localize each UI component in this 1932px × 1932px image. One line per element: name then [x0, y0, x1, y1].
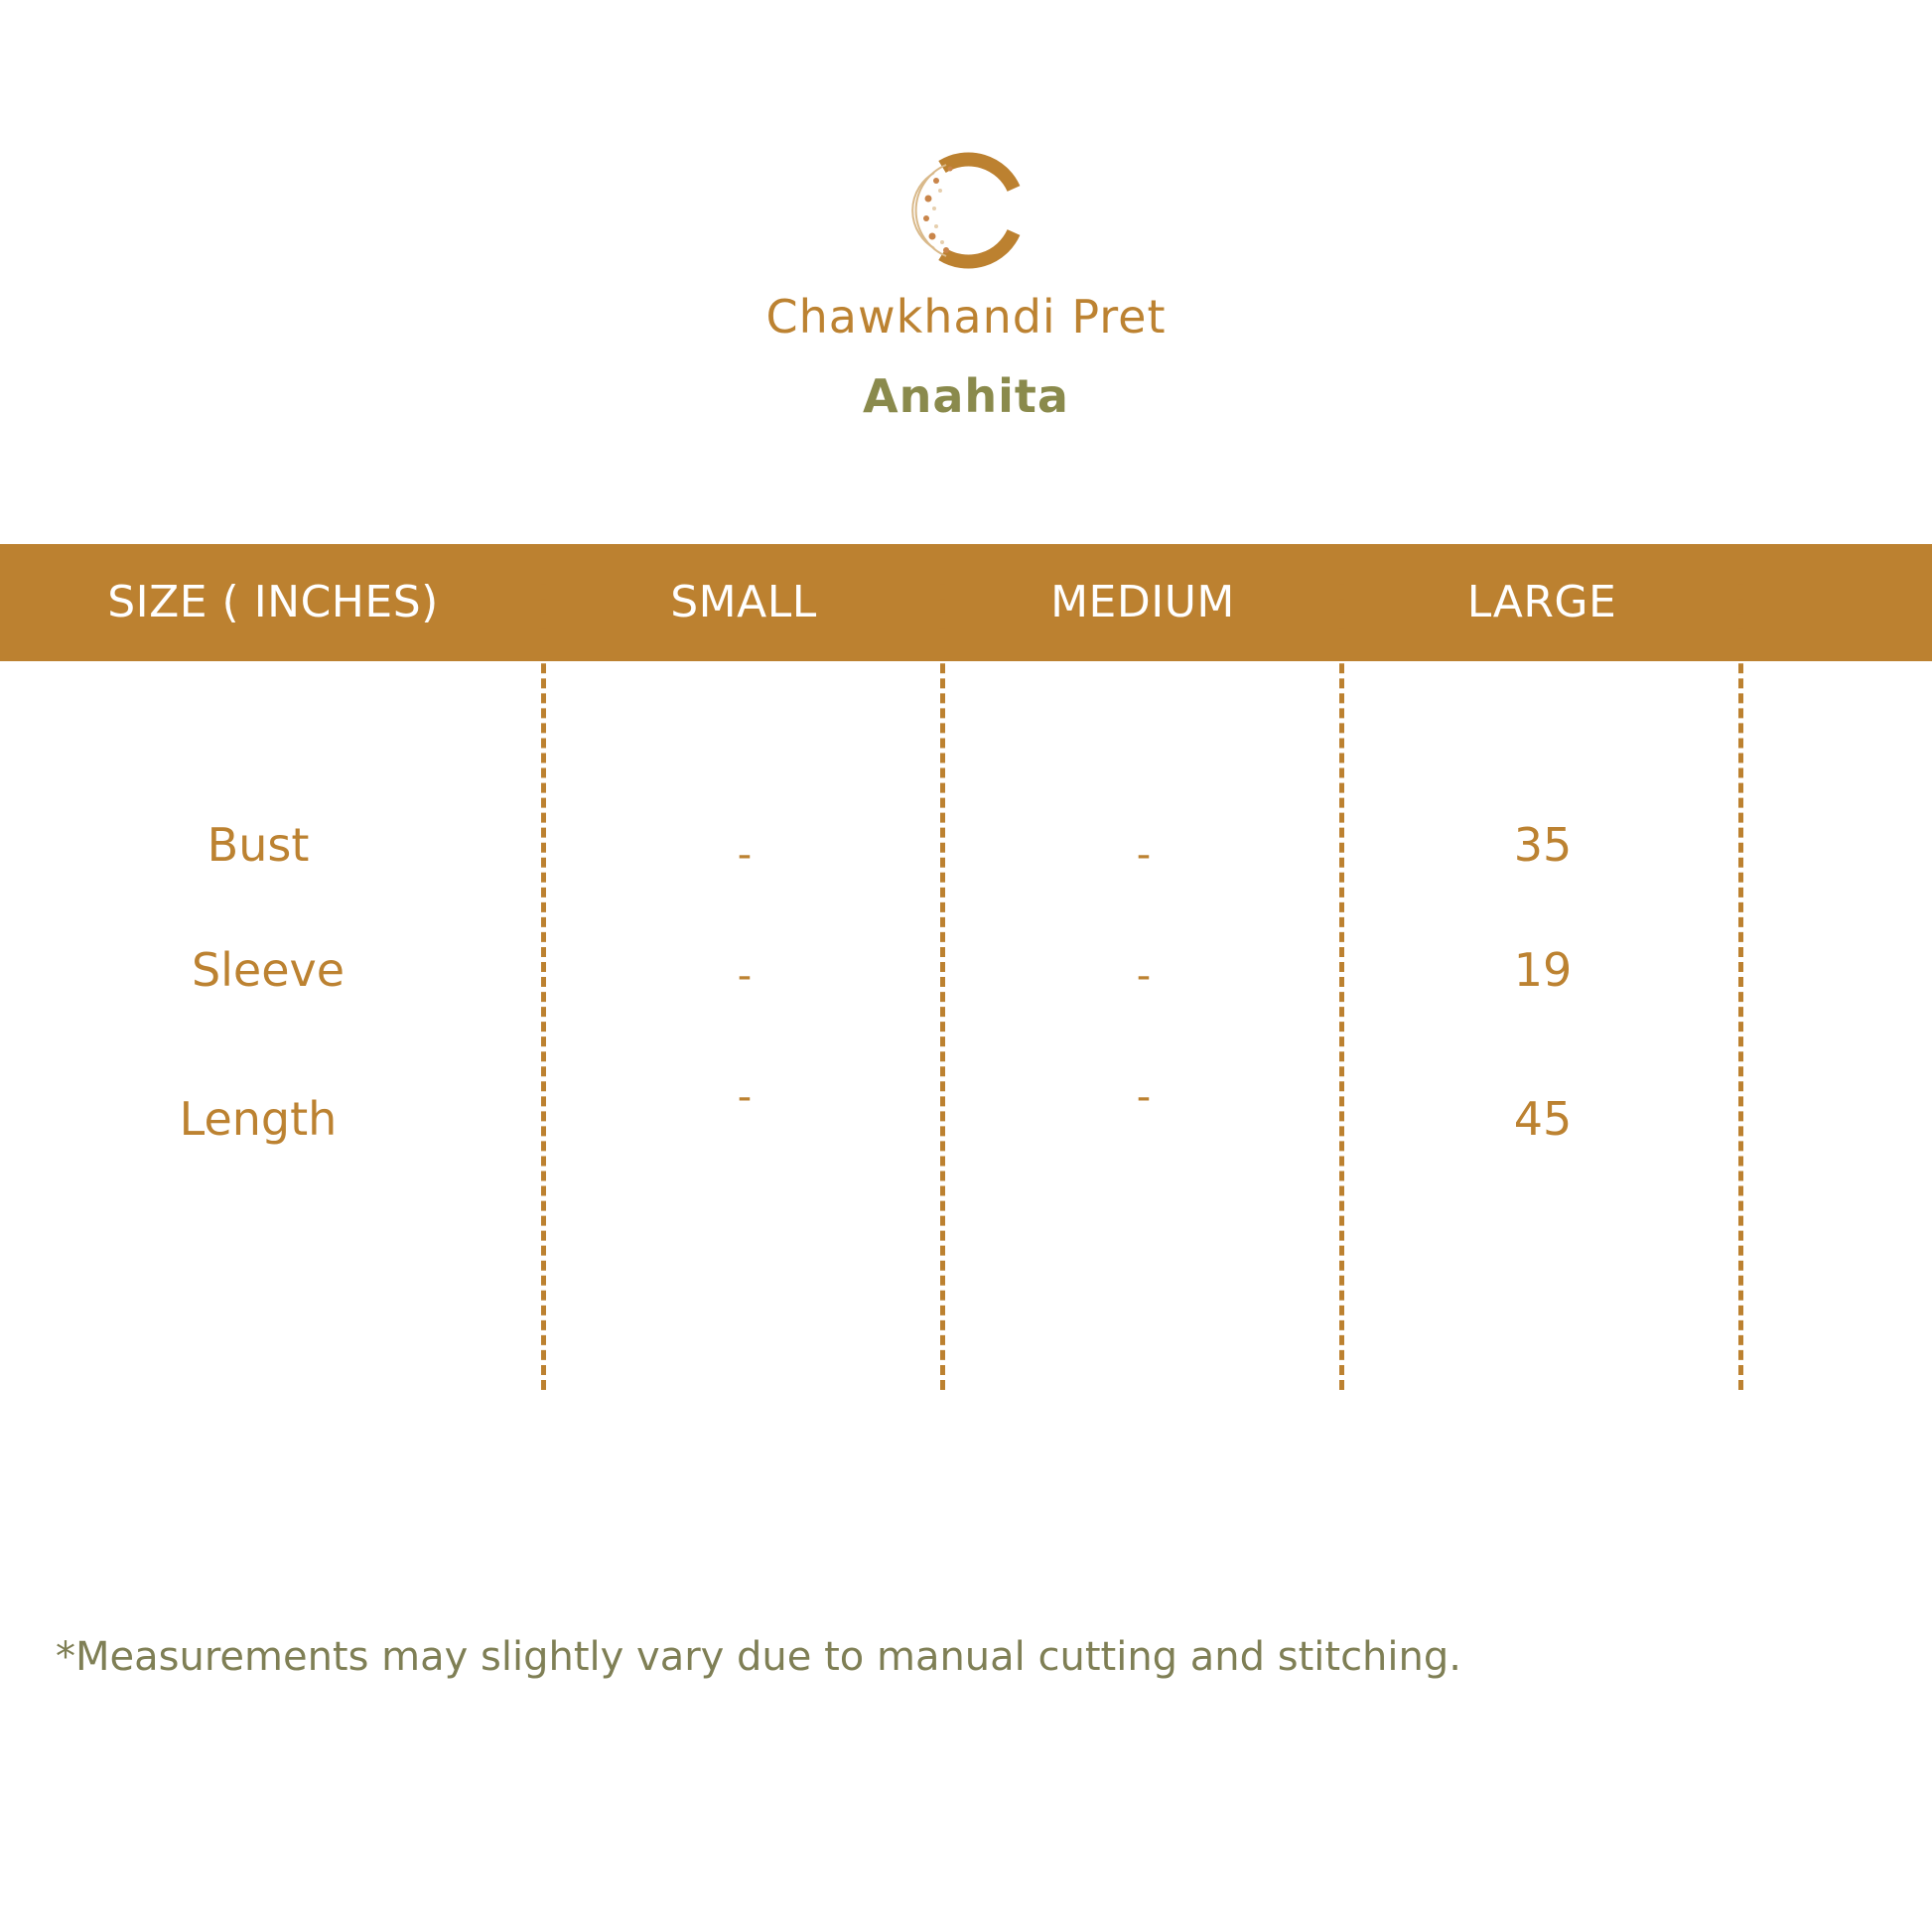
- row-label-length: Length: [179, 1092, 338, 1146]
- cell-sleeve-large: 19: [1513, 943, 1573, 997]
- cell-bust-small: -: [737, 832, 753, 878]
- header-size-inches: SIZE ( INCHES): [107, 577, 439, 627]
- header-medium: MEDIUM: [1050, 577, 1235, 627]
- cell-length-medium: -: [1136, 1074, 1152, 1120]
- product-name: Anahita: [863, 369, 1069, 423]
- header-small: SMALL: [670, 577, 817, 627]
- cell-sleeve-medium: -: [1136, 953, 1152, 999]
- header-large: LARGE: [1466, 577, 1617, 627]
- brand-name: Chawkhandi Pret: [765, 290, 1167, 344]
- cell-bust-medium: -: [1136, 832, 1152, 878]
- cell-length-small: -: [737, 1074, 753, 1120]
- cell-bust-large: 35: [1513, 818, 1573, 872]
- size-table-header: [0, 544, 1932, 661]
- row-label-sleeve: Sleeve: [191, 943, 345, 997]
- cell-sleeve-small: -: [737, 953, 753, 999]
- brand-c-monogram-icon: [906, 151, 1022, 270]
- measurement-disclaimer: *Measurements may slightly vary due to manual cutting and stitching.: [56, 1634, 1461, 1680]
- row-label-bust: Bust: [207, 818, 310, 872]
- cell-length-large: 45: [1513, 1092, 1573, 1146]
